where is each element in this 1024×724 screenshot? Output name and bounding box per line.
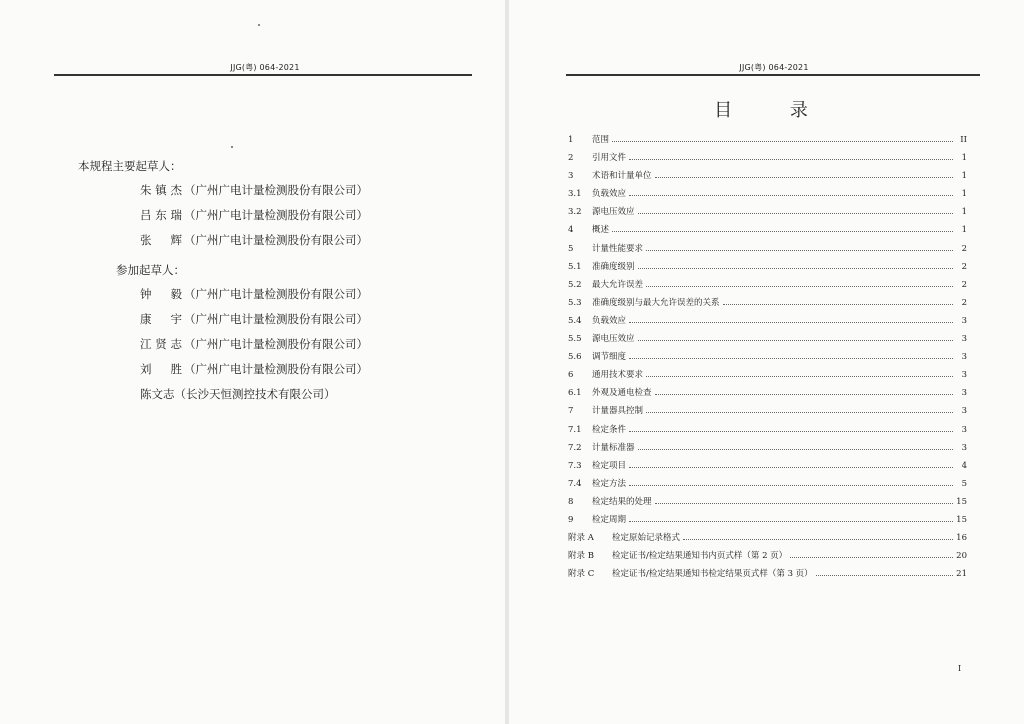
toc-entry[interactable] xyxy=(568,368,967,386)
toc-leader xyxy=(655,177,953,178)
toc-leader xyxy=(629,358,953,359)
toc-entry[interactable] xyxy=(568,350,967,368)
drafter-name: 吕东瑞 xyxy=(140,208,182,222)
toc-number: 附录 C xyxy=(568,569,595,580)
toc-text: 检定项目 xyxy=(592,460,627,471)
toc-number: 7.2 xyxy=(568,442,582,453)
right-page xyxy=(509,0,1024,724)
toc-entry[interactable] xyxy=(568,187,967,205)
toc-entry[interactable] xyxy=(568,495,967,513)
toc-text: 调节细度 xyxy=(592,352,627,363)
toc-leader xyxy=(638,268,953,269)
drafter-org: （广州广电计量检测股份有限公司） xyxy=(184,183,368,197)
participants-group xyxy=(78,262,368,402)
toc-entry[interactable] xyxy=(568,205,967,223)
toc-leader xyxy=(683,539,953,540)
toc-entry[interactable] xyxy=(568,223,967,241)
toc-title: 目 录 xyxy=(714,100,834,121)
toc-entry[interactable] xyxy=(568,459,967,477)
toc-leader xyxy=(655,503,953,504)
toc-page-number: 2 xyxy=(961,279,967,290)
toc-number: 5.1 xyxy=(568,261,582,272)
toc-number: 5.3 xyxy=(568,297,582,308)
participant-org: （广州广电计量检测股份有限公司） xyxy=(184,337,368,351)
toc-page-number: 2 xyxy=(961,297,967,308)
toc-page-number: 3 xyxy=(961,315,967,326)
drafter-entry xyxy=(78,182,368,198)
toc-text: 计量性能要求 xyxy=(592,243,644,254)
scan-speck xyxy=(231,146,233,148)
toc-page-number: 1 xyxy=(961,207,967,218)
toc-text: 检定证书/检定结果通知书检定结果页式样（第 3 页） xyxy=(612,569,813,580)
page-number: I xyxy=(958,664,962,673)
toc-number: 7.4 xyxy=(568,478,582,489)
toc-page-number: 1 xyxy=(961,225,967,236)
toc-page-number: 4 xyxy=(961,460,967,471)
drafter-name: 张 辉 xyxy=(140,233,182,247)
toc-number: 7.1 xyxy=(568,424,582,435)
toc-number: 5.6 xyxy=(568,352,582,363)
toc-text: 通用技术要求 xyxy=(592,370,644,381)
toc-page-number: 1 xyxy=(961,189,967,200)
toc-text: 准确度级别与最大允许误差的关系 xyxy=(592,297,720,308)
participant-name: 钟 毅 xyxy=(140,287,182,301)
participant-org: （广州广电计量检测股份有限公司） xyxy=(184,312,368,326)
scan-speck xyxy=(258,24,260,26)
toc-page-number: 3 xyxy=(961,334,967,345)
toc-page-number: II xyxy=(960,135,967,145)
toc-leader xyxy=(646,376,953,377)
toc-number: 1 xyxy=(568,135,574,145)
toc-text: 外观及通电检查 xyxy=(592,388,652,399)
toc-entry[interactable] xyxy=(568,169,967,187)
toc-page-number: 15 xyxy=(956,496,967,507)
toc-text: 范围 xyxy=(592,135,610,145)
toc-entry[interactable] xyxy=(568,278,967,296)
toc-leader xyxy=(790,557,953,558)
participant-name: 康 宇 xyxy=(140,312,182,326)
left-header-rule xyxy=(54,74,472,76)
toc-text: 源电压效应 xyxy=(592,207,635,218)
participant-org: （广州广电计量检测股份有限公司） xyxy=(184,287,368,301)
toc-number: 4 xyxy=(568,225,574,236)
toc-leader xyxy=(629,521,953,522)
table-of-contents xyxy=(568,133,967,585)
toc-number: 6.1 xyxy=(568,388,582,399)
toc-entry[interactable] xyxy=(568,332,967,350)
participant-name: 江贤志 xyxy=(140,337,182,351)
toc-text: 引用文件 xyxy=(592,153,627,164)
participant-name: 刘 胜 xyxy=(140,362,182,376)
toc-page-number: 2 xyxy=(961,243,967,254)
toc-entry[interactable] xyxy=(568,151,967,169)
toc-number: 9 xyxy=(568,514,574,525)
toc-text: 术语和计量单位 xyxy=(592,171,652,182)
toc-entry[interactable] xyxy=(568,441,967,459)
left-page xyxy=(0,0,505,724)
toc-entry[interactable] xyxy=(568,314,967,332)
toc-page-number: 3 xyxy=(961,406,967,417)
main-drafters-group xyxy=(78,158,368,248)
toc-number: 6 xyxy=(568,370,574,381)
right-running-header: JJG(粤) 064-2021 xyxy=(739,63,809,72)
toc-entry[interactable] xyxy=(568,549,967,567)
toc-leader xyxy=(612,231,953,232)
toc-number: 3 xyxy=(568,171,574,182)
toc-entry[interactable] xyxy=(568,386,967,404)
toc-entry[interactable] xyxy=(568,242,967,260)
drafter-entry xyxy=(78,207,368,223)
toc-page-number: 2 xyxy=(961,261,967,272)
toc-page-number: 21 xyxy=(956,569,967,580)
toc-entry[interactable] xyxy=(568,513,967,531)
toc-leader xyxy=(646,412,953,413)
toc-number: 5.2 xyxy=(568,279,582,290)
toc-leader xyxy=(629,485,953,486)
toc-entry[interactable] xyxy=(568,531,967,549)
toc-number: 附录 B xyxy=(568,551,594,562)
toc-page-number: 16 xyxy=(956,533,967,544)
toc-entry[interactable] xyxy=(568,260,967,278)
participant-org: （广州广电计量检测股份有限公司） xyxy=(184,362,368,376)
toc-page-number: 1 xyxy=(961,153,967,164)
toc-leader xyxy=(629,322,953,323)
toc-leader xyxy=(646,250,953,251)
toc-number: 3.1 xyxy=(568,189,582,200)
toc-text: 计量器具控制 xyxy=(592,406,644,417)
toc-text: 源电压效应 xyxy=(592,334,635,345)
left-running-header: JJG(粤) 064-2021 xyxy=(230,63,300,72)
toc-entry[interactable] xyxy=(568,296,967,314)
toc-text: 负载效应 xyxy=(592,315,627,326)
toc-text: 检定方法 xyxy=(592,478,627,489)
toc-number: 7.3 xyxy=(568,460,582,471)
toc-page-number: 3 xyxy=(961,388,967,399)
toc-page-number: 3 xyxy=(961,352,967,363)
toc-number: 8 xyxy=(568,496,574,507)
toc-leader xyxy=(816,575,953,576)
participant-entry xyxy=(78,311,368,327)
toc-entry[interactable] xyxy=(568,477,967,495)
toc-page-number: 20 xyxy=(956,551,967,562)
toc-number: 5 xyxy=(568,243,574,254)
toc-leader xyxy=(629,431,953,432)
toc-entry[interactable] xyxy=(568,423,967,441)
toc-entry[interactable] xyxy=(568,133,967,151)
toc-leader xyxy=(655,394,953,395)
toc-leader xyxy=(629,195,953,196)
participants-title: 参加起草人： xyxy=(116,263,185,277)
toc-leader xyxy=(723,304,953,305)
toc-leader xyxy=(629,467,953,468)
toc-leader xyxy=(638,340,953,341)
toc-text: 计量标准器 xyxy=(592,442,635,453)
toc-text: 检定原始记录格式 xyxy=(612,533,681,544)
drafter-org: （广州广电计量检测股份有限公司） xyxy=(184,208,368,222)
participant-name: 陈文志 xyxy=(140,387,175,401)
toc-entry[interactable] xyxy=(568,567,967,585)
toc-leader xyxy=(612,141,953,142)
toc-number: 3.2 xyxy=(568,207,582,218)
toc-number: 5.5 xyxy=(568,334,582,345)
toc-number: 7 xyxy=(568,406,574,417)
participant-entry xyxy=(78,361,368,377)
toc-page-number: 15 xyxy=(956,514,967,525)
toc-leader xyxy=(638,449,953,450)
toc-text: 检定条件 xyxy=(592,424,627,435)
toc-text: 负载效应 xyxy=(592,189,627,200)
drafter-name: 朱镇杰 xyxy=(140,183,182,197)
toc-page-number: 3 xyxy=(961,424,967,435)
participant-entry xyxy=(78,336,368,352)
toc-number: 2 xyxy=(568,153,574,164)
toc-leader xyxy=(646,286,953,287)
right-header-rule xyxy=(566,74,980,76)
toc-text: 检定证书/检定结果通知书内页式样（第 2 页） xyxy=(612,551,788,562)
toc-text: 检定结果的处理 xyxy=(592,496,652,507)
toc-text: 检定周期 xyxy=(592,514,627,525)
toc-number: 附录 A xyxy=(568,533,594,544)
participant-org: （长沙天恒测控技术有限公司） xyxy=(174,387,336,401)
main-drafters-title: 本规程主要起草人： xyxy=(78,159,182,173)
toc-entry[interactable] xyxy=(568,404,967,422)
toc-leader xyxy=(629,159,953,160)
drafter-org: （广州广电计量检测股份有限公司） xyxy=(184,233,368,247)
drafters-section xyxy=(78,158,368,411)
toc-text: 概述 xyxy=(592,225,610,236)
toc-leader xyxy=(638,213,953,214)
toc-page-number: 3 xyxy=(961,442,967,453)
toc-text: 准确度级别 xyxy=(592,261,635,272)
toc-page-number: 5 xyxy=(961,478,967,489)
toc-page-number: 3 xyxy=(961,370,967,381)
toc-text: 最大允许误差 xyxy=(592,279,644,290)
participant-entry xyxy=(78,386,368,402)
toc-page-number: 1 xyxy=(961,171,967,182)
participant-entry xyxy=(78,286,368,302)
drafter-entry xyxy=(78,232,368,248)
toc-number: 5.4 xyxy=(568,315,582,326)
